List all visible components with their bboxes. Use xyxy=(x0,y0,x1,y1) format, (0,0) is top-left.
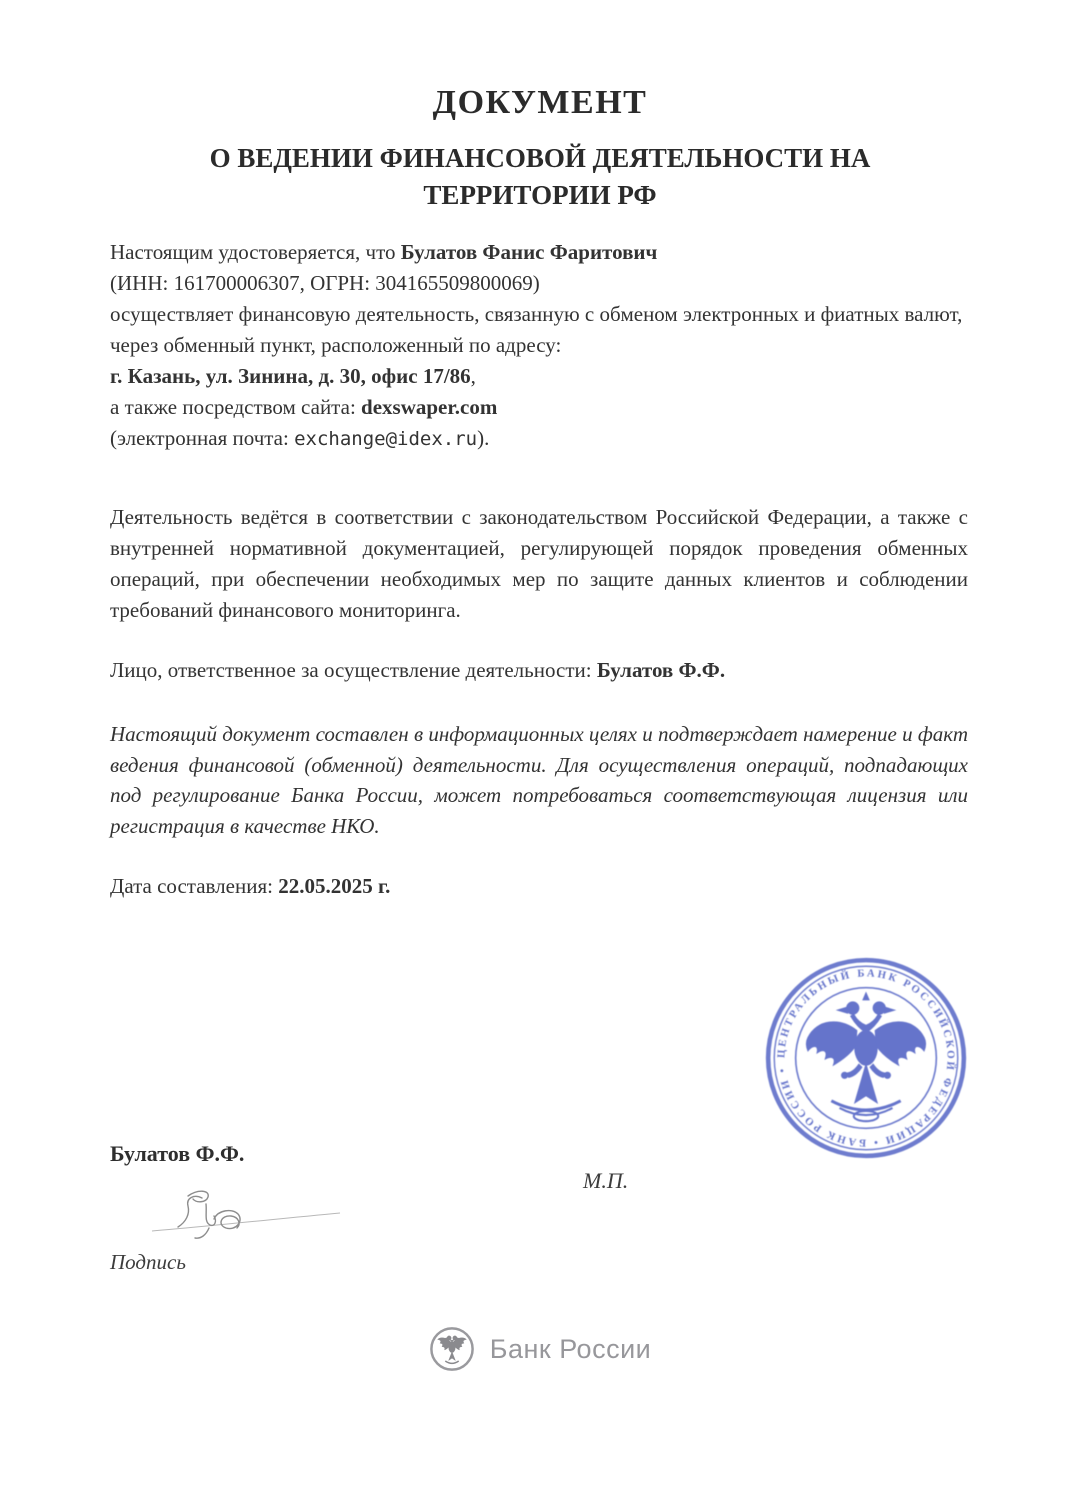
handwritten-signature xyxy=(146,1184,346,1251)
stamp-place-label: М.П. xyxy=(583,1168,629,1193)
registration-ids-line: (ИНН: 161700006307, ОГРН: 304165509800069) xyxy=(110,271,540,295)
disclaimer-paragraph: Настоящий документ составлен в информационных целях и подтверждает намерение и факт ведения финансовой (обменной) деятельности. Для осуществления операций, подпадающих под регулирование Банка России, может потребоваться соответствующая лицензия или регистрация в качестве НКО. xyxy=(110,722,968,838)
seal-graphic xyxy=(764,953,968,1163)
compliance-paragraph: Деятельность ведётся в соответствии с законодательством Российской Федерации, а также с внутренней нормативной документацией, регулирующей порядок проведения обменных операций, при обеспечении необходимых мер по защите данных клиентов и соблюдении требований финансового мониторинга. xyxy=(110,505,968,622)
bank-of-russia-logo xyxy=(0,1326,1080,1372)
date-line: Дата составления: 22.05.2025 г. xyxy=(110,874,391,898)
email-value: exchange@idex.ru xyxy=(294,428,478,450)
responsible-name: Булатов Ф.Ф. xyxy=(596,658,726,682)
website-line: а также посредством сайта: dexswaper.com xyxy=(110,395,498,419)
responsible-line: Лицо, ответственное за осуществление деятельности: Булатов Ф.Ф. xyxy=(110,658,726,682)
office-line: через обменный пункт, расположенный по адресу: xyxy=(110,333,562,357)
intro-paragraph xyxy=(110,237,968,455)
bank-eagle-icon xyxy=(429,1326,475,1372)
double-headed-eagle-icon xyxy=(806,993,925,1121)
bank-seal-stamp xyxy=(764,953,968,1163)
website-value: dexswaper.com xyxy=(361,395,498,419)
seal-ring-text: ЦЕНТРАЛЬНЫЙ БАНК РОССИЙСКОЙ ФЕДЕРАЦИИ • БАНК РОССИИ • xyxy=(775,967,957,1149)
bank-label: Банк России xyxy=(489,1333,652,1364)
signature-scribble-icon xyxy=(146,1184,346,1246)
activity-line: осуществляет финансовую деятельность, связанную с обменом электронных и фиатных валют, xyxy=(110,302,963,326)
document-title: ДОКУМЕНТ xyxy=(432,84,648,121)
date-value: 22.05.2025 г. xyxy=(278,874,391,898)
certification-line: Настоящим удостоверяется, что Булатов Фанис Фаритович xyxy=(110,240,658,264)
email-line: (электронная почта: exchange@idex.ru). xyxy=(110,426,490,450)
person-name: Булатов Фанис Фаритович xyxy=(400,240,658,264)
address-value: г. Казань, ул. Зинина, д. 30, офис 17/86 xyxy=(110,364,471,388)
signer-name: Булатов Ф.Ф. xyxy=(110,1141,245,1166)
signature-caption: Подпись xyxy=(110,1250,186,1274)
address-line: г. Казань, ул. Зинина, д. 30, офис 17/86, xyxy=(110,364,476,388)
document-subtitle: О ВЕДЕНИИ ФИНАНСОВОЙ ДЕЯТЕЛЬНОСТИ НА ТЕРРИТОРИИ РФ xyxy=(209,143,871,210)
